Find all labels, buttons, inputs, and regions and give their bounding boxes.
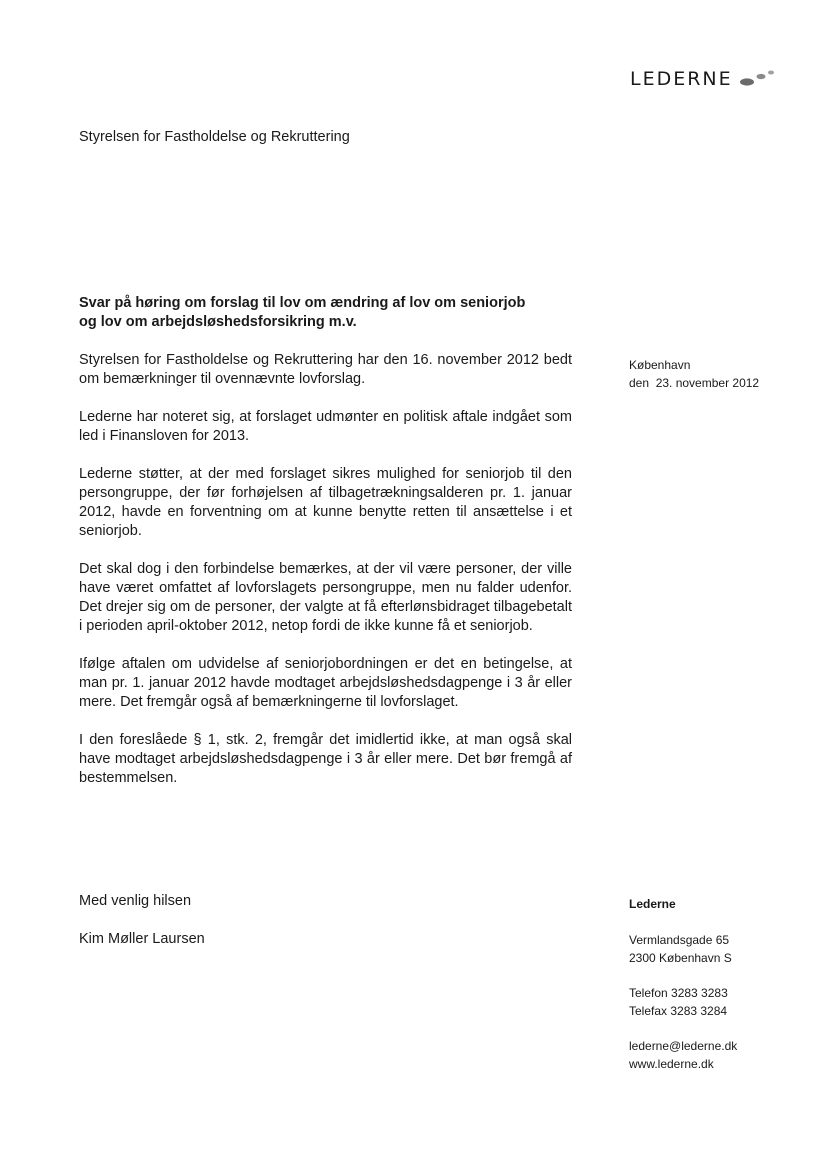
paragraph: Ifølge aftalen om udvidelse af seniorjobordningen er det en betingelse, at man pr. 1. januar 2012 havde modtaget arbejdsløshedsdagpenge i 3 år eller mere. Det fremgår også af bemærkningerne til lovforslaget. <box>79 656 572 710</box>
date-text: den 23. november 2012 <box>629 376 760 390</box>
sender-address <box>629 931 737 967</box>
sender-web: www.lederne.dk <box>629 1057 714 1071</box>
paragraph: I den foreslåede § 1, stk. 2, fremgår det imidlertid ikke, at man også skal have modtaget arbejdsløshedsdagpenge i 3 år eller mere. Det bør fremgå af bestemmelsen. <box>79 732 572 786</box>
sender-fax: Telefax 3283 3284 <box>629 1004 728 1018</box>
closing-greeting: Med venlig hilsen <box>79 893 192 909</box>
date-block <box>629 356 759 392</box>
sender-phone: Telefon 3283 3283 <box>629 986 728 1000</box>
paragraph: Lederne støtter, at der med forslaget sikres mulighed for seniorjob til den persongruppe, der før forhøjelsen af tilbagetrækningsalderen pr. 1. januar 2012, havde en forventning om at kunne benytte retten til ansættelse i et seniorjob. <box>79 466 572 539</box>
subject-line-2: og lov om arbejdsløshedsforsikring m.v. <box>79 314 357 330</box>
date-city: København <box>629 358 691 372</box>
sender-email: lederne@lederne.dk <box>629 1039 738 1053</box>
subject-line-1: Svar på høring om forslag til lov om ændring af lov om seniorjob <box>79 295 526 311</box>
lederne-logo <box>630 68 779 90</box>
subject-heading <box>79 294 579 332</box>
sender-postal: 2300 København S <box>629 951 732 965</box>
sender-block <box>629 895 737 1073</box>
recipient: Styrelsen for Fastholdelse og Rekruttering <box>79 129 350 145</box>
paragraph: Styrelsen for Fastholdelse og Rekruttering har den 16. november 2012 bedt om bemærkninger til ovennævnte lovforslag. <box>79 352 572 387</box>
logo-dots-icon <box>739 69 779 89</box>
paragraph: Det skal dog i den forbindelse bemærkes, at der vil være personer, der ville have været omfattet af lovforslagets persongruppe, men nu falder udenfor. Det drejer sig om de personer, der valgte at få efterlønsbidraget tilbagebetalt i perioden april-oktober 2012, netop fordi de ikke kunne få et seniorjob. <box>79 561 572 634</box>
sender-street: Vermlandsgade 65 <box>629 933 730 947</box>
letter-body <box>79 351 572 807</box>
sender-online <box>629 1037 737 1073</box>
sender-contact <box>629 984 737 1020</box>
logo-wordmark: LEDERNE <box>630 68 733 90</box>
signer-name: Kim Møller Laursen <box>79 931 205 947</box>
sender-org: Lederne <box>629 897 676 911</box>
paragraph: Lederne har noteret sig, at forslaget udmønter en politisk aftale indgået som led i Finansloven for 2013. <box>79 409 572 444</box>
